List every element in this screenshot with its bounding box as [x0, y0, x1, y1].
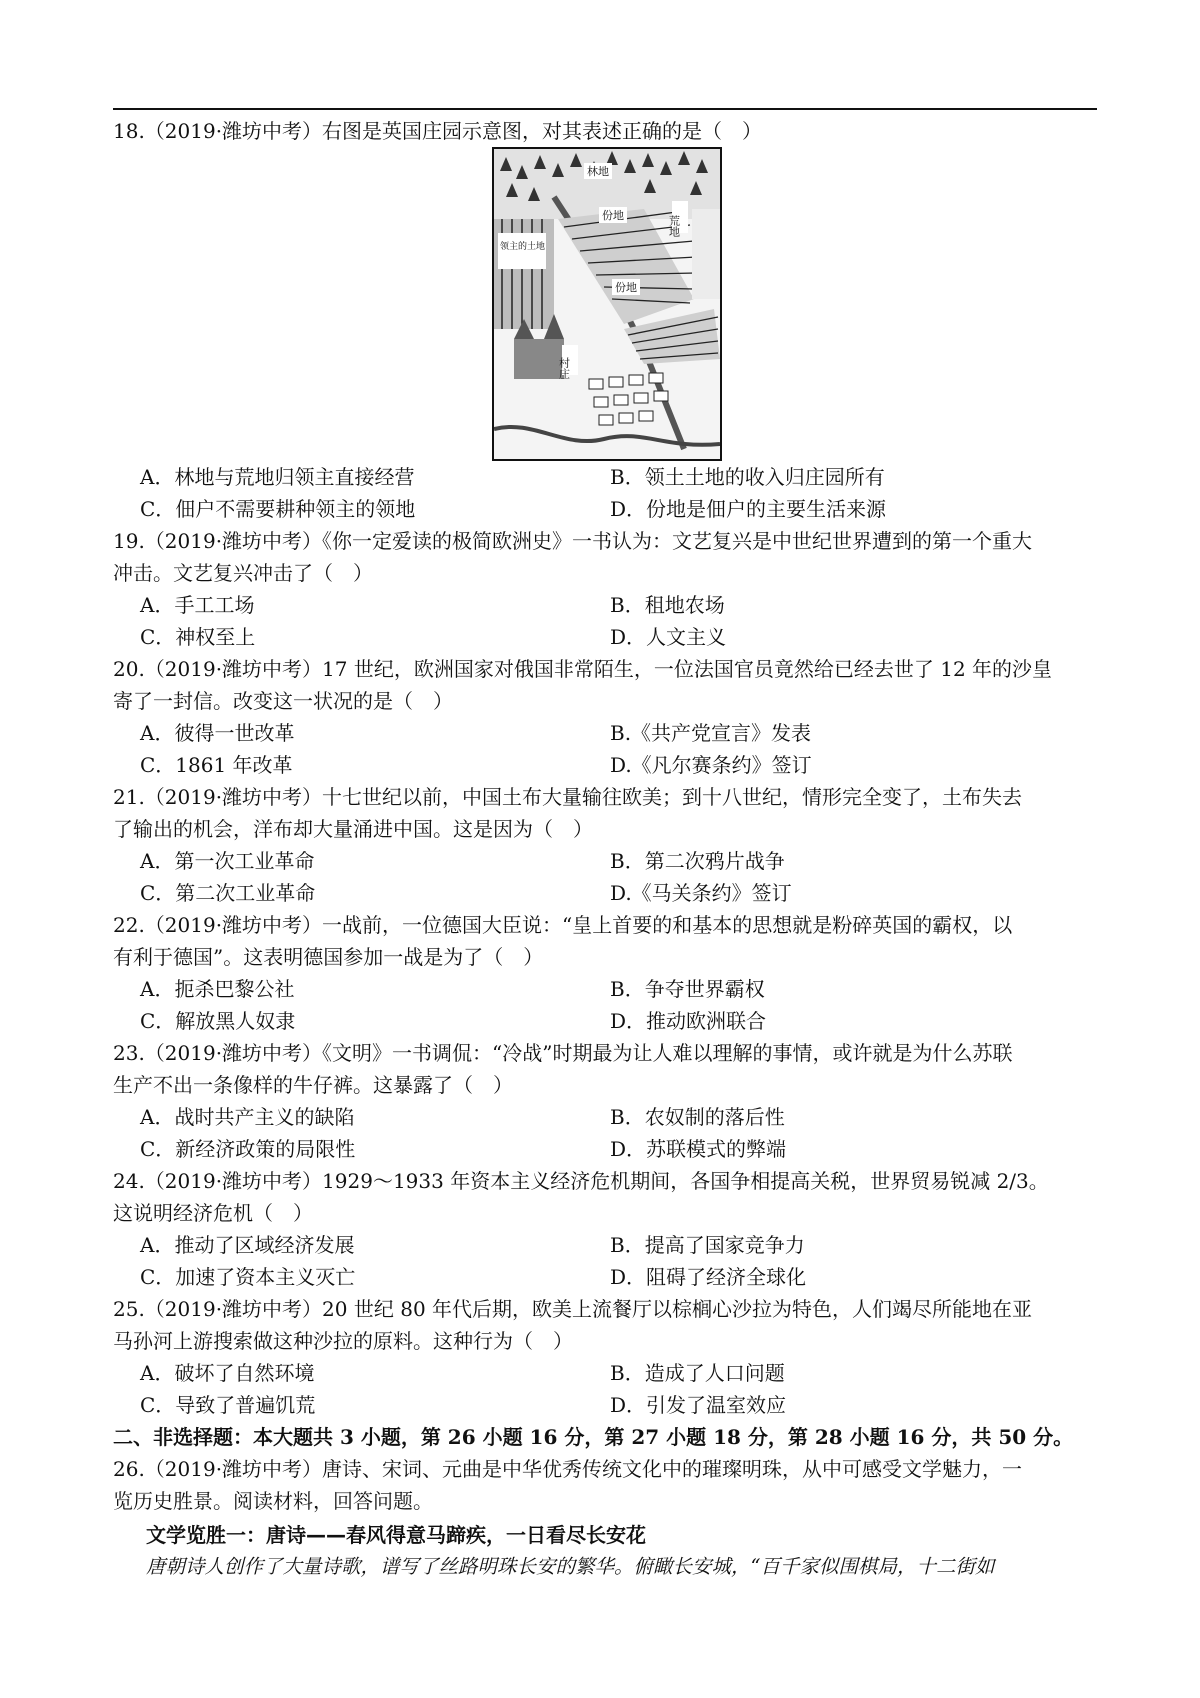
q25-option-c: C．导致了普遍饥荒 [140, 1393, 316, 1417]
q22-option-a: A．扼杀巴黎公社 [140, 977, 295, 1001]
q24-option-a: A．推动了区域经济发展 [140, 1233, 355, 1257]
q19-stem-line-2: 冲击。文艺复兴冲击了（ ） [113, 561, 373, 585]
q23-option-d: D．苏联模式的弊端 [610, 1137, 787, 1161]
q22-stem-line-1: 22.（2019·潍坊中考）一战前，一位德国大臣说：“皇上首要的和基本的思想就是粉碎英国的霸权，以 [113, 913, 1013, 937]
q19-option-c: C．神权至上 [140, 625, 256, 649]
q25-option-b: B．造成了人口问题 [610, 1361, 785, 1385]
wasteland-area [692, 209, 720, 299]
q24-option-d: D．阻碍了经济全球化 [610, 1265, 807, 1289]
q23-option-b: B．农奴制的落后性 [610, 1105, 785, 1129]
q24-stem-line-1: 24.（2019·潍坊中考）1929～1933 年资本主义经济危机期间，各国争相提高关税，世界贸易锐减 2/3。 [113, 1169, 1049, 1193]
q21-option-d: D.《马关条约》签订 [610, 881, 792, 905]
q26-material-text: 唐朝诗人创作了大量诗歌，谱写了丝路明珠长安的繁华。俯瞰长安城，“百千家似围棋局，十二街如 [146, 1555, 995, 1578]
q19-option-d: D．人文主义 [610, 625, 727, 649]
q21-option-c: C．第二次工业革命 [140, 881, 316, 905]
map-label-lord-land: 领主的土地 [500, 242, 546, 252]
q21-stem-line-1: 21.（2019·潍坊中考）十七世纪以前，中国土布大量输往欧美；到十八世纪，情形完全变了，土布失去 [113, 785, 1023, 809]
q22-stem-line-2: 有利于德国”。这表明德国参加一战是为了（ ） [113, 945, 544, 969]
q24-stem-line-2: 这说明经济危机（ ） [113, 1201, 313, 1225]
q26-stem-line-2: 览历史胜景。阅读材料，回答问题。 [113, 1489, 433, 1513]
q25-stem-line-1: 25.（2019·潍坊中考）20 世纪 80 年代后期，欧美上流餐厅以棕榈心沙拉为特色，人们竭尽所能地在亚 [113, 1297, 1033, 1321]
q23-stem-line-1: 23.（2019·潍坊中考）《文明》一书调侃：“冷战”时期最为让人难以理解的事情，或许就是为什么苏联 [113, 1041, 1013, 1065]
manor-map-figure [492, 147, 722, 461]
map-label-forest: 林地 [587, 165, 609, 178]
q21-stem-line-2: 了输出的机会，洋布却大量涌进中国。这是因为（ ） [113, 817, 593, 841]
q26-material-subtitle: 文学览胜一：唐诗——春风得意马蹄疾，一日看尽长安花 [146, 1523, 646, 1547]
q21-option-b: B．第二次鸦片战争 [610, 849, 785, 873]
q18-stem: 18.（2019·潍坊中考）右图是英国庄园示意图，对其表述正确的是（ ） [113, 119, 763, 143]
map-label-village: 村庄 [557, 357, 571, 379]
q22-option-b: B．争夺世界霸权 [610, 977, 765, 1001]
q20-stem-line-1: 20.（2019·潍坊中考）17 世纪，欧洲国家对俄国非常陌生，一位法国官员竟然给已经去世了 12 年的沙皇 [113, 657, 1053, 681]
q21-option-a: A．第一次工业革命 [140, 849, 315, 873]
q20-option-d: D.《凡尔赛条约》签订 [610, 753, 812, 777]
q20-stem-line-2: 寄了一封信。改变这一状况的是（ ） [113, 689, 453, 713]
map-label-allotment-1: 份地 [602, 209, 624, 222]
river [494, 427, 720, 445]
q18-option-d: D．份地是佃户的主要生活来源 [610, 497, 887, 521]
q18-option-a: A．林地与荒地归领主直接经营 [140, 465, 415, 489]
q26-stem-line-1: 26.（2019·潍坊中考）唐诗、宋词、元曲是中华优秀传统文化中的璀璨明珠，从中可感受文学魅力，一 [113, 1457, 1023, 1481]
q19-stem-line-1: 19.（2019·潍坊中考）《你一定爱读的极简欧洲史》一书认为：文艺复兴是中世纪世界遭到的第一个重大 [113, 529, 1033, 553]
q23-option-a: A．战时共产主义的缺陷 [140, 1105, 355, 1129]
map-label-allotment-2: 份地 [615, 281, 637, 294]
q22-option-c: C．解放黑人奴隶 [140, 1009, 296, 1033]
q23-stem-line-2: 生产不出一条像样的牛仔裤。这暴露了（ ） [113, 1073, 513, 1097]
top-rule [113, 108, 1097, 110]
q19-option-b: B．租地农场 [610, 593, 725, 617]
q25-option-a: A．破坏了自然环境 [140, 1361, 315, 1385]
q18-option-b: B．领土土地的收入归庄园所有 [610, 465, 885, 489]
q20-option-a: A．彼得一世改革 [140, 721, 295, 745]
q25-option-d: D．引发了温室效应 [610, 1393, 787, 1417]
q24-option-b: B．提高了国家竞争力 [610, 1233, 805, 1257]
q20-option-b: B.《共产党宣言》发表 [610, 721, 812, 745]
q22-option-d: D．推动欧洲联合 [610, 1009, 767, 1033]
map-label-wasteland: 荒地 [667, 215, 681, 237]
q18-option-c: C．佃户不需要耕种领主的领地 [140, 497, 416, 521]
section-2-heading: 二、非选择题：本大题共 3 小题，第 26 小题 16 分，第 27 小题 18 分，第 28 小题 16 分，共 50 分。 [113, 1425, 1074, 1449]
q24-option-c: C．加速了资本主义灭亡 [140, 1265, 356, 1289]
village-houses [589, 373, 668, 425]
q23-option-c: C．新经济政策的局限性 [140, 1137, 356, 1161]
q19-option-a: A．手工工场 [140, 593, 255, 617]
q20-option-c: C．1861 年改革 [140, 753, 293, 777]
manor-map-illustration [494, 149, 720, 459]
q25-stem-line-2: 马孙河上游搜索做这种沙拉的原料。这种行为（ ） [113, 1329, 573, 1353]
